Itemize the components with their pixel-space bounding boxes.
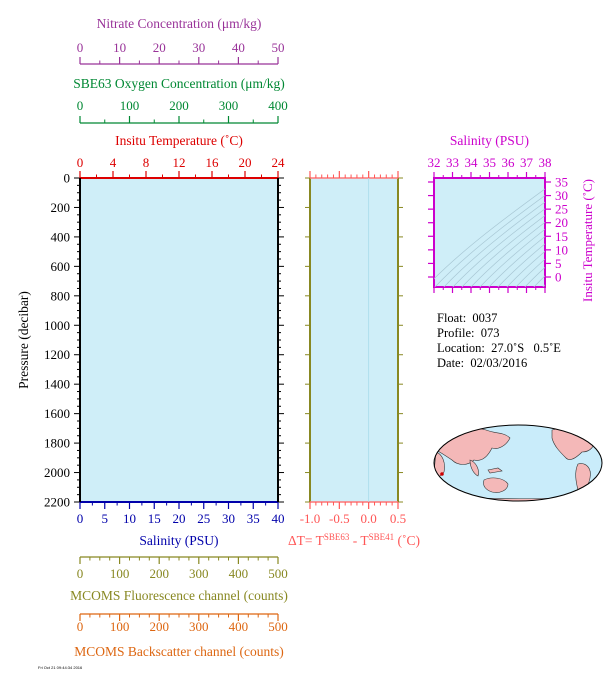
salinity-tick-label: 10	[123, 511, 136, 526]
pressure-tick-label: 2200	[44, 494, 70, 510]
pressure-tick-label: 800	[50, 288, 70, 304]
pressure-tick-label: 1400	[44, 376, 70, 392]
nitrate-tick-label: 10	[113, 40, 127, 55]
date-value: 02/03/2016	[470, 356, 528, 370]
float-info-panel	[437, 311, 561, 371]
profile-row	[437, 326, 561, 341]
temperature-axis-label: Insitu Temperature (˚C)	[115, 133, 243, 148]
deltat-label-superscript: SBE41	[368, 532, 395, 542]
ts-temperature-tick-label: 30	[555, 188, 568, 204]
salinity-axis-label: Salinity (PSU)	[139, 533, 219, 548]
temperature-tick-label: 24	[271, 155, 285, 170]
profile-label: Profile:	[437, 326, 475, 340]
ts-temperature-tick-label: 0	[555, 269, 562, 285]
fluorescence-axis-label: MCOMS Fluorescence channel (counts)	[70, 588, 288, 603]
map-landmass	[588, 425, 597, 432]
fluorescence-tick-label: 0	[76, 566, 84, 581]
salinity-tick-label: 25	[197, 511, 211, 526]
pressure-tick-label: 200	[50, 199, 70, 215]
backscatter-tick-label: 500	[268, 619, 288, 634]
nitrate-tick-label: 0	[76, 40, 84, 55]
deltat-label-part: ΔT= T	[287, 533, 324, 548]
float-label: Float:	[437, 311, 467, 325]
pressure-tick-label: 1800	[44, 435, 70, 451]
deltat-tick-label: -0.5	[329, 511, 350, 526]
salinity-tick-label: 35	[246, 511, 260, 526]
pressure-tick-label: 600	[50, 258, 70, 274]
ts-salinity-tick-label: 34	[464, 155, 478, 170]
date-row	[437, 356, 561, 371]
backscatter-tick-label: 0	[76, 619, 84, 634]
nitrate-tick-label: 30	[192, 40, 206, 55]
salinity-tick-label: 40	[271, 511, 285, 526]
oxygen-axis-label: SBE63 Oxygen Concentration (μm/kg)	[73, 76, 285, 91]
backscatter-tick-label: 400	[228, 619, 249, 634]
fluorescence-tick-label: 400	[228, 566, 249, 581]
deltat-axis-label	[288, 532, 420, 548]
salinity-tick-label: 30	[222, 511, 235, 526]
salinity-tick-label: 15	[147, 511, 161, 526]
ts-salinity-tick-label: 36	[501, 155, 515, 170]
nitrate-tick-label: 50	[271, 40, 285, 55]
fluorescence-tick-label: 500	[268, 566, 288, 581]
pressure-tick-label: 2000	[44, 465, 70, 481]
backscatter-tick-label: 100	[109, 619, 130, 634]
pressure-tick-label: 0	[63, 170, 70, 186]
salinity-tick-label: 20	[172, 511, 186, 526]
ts-salinity-tick-label: 32	[427, 155, 441, 170]
temperature-tick-label: 0	[76, 155, 84, 170]
ts-temperature-tick-label: 15	[555, 228, 568, 244]
backscatter-tick-label: 300	[189, 619, 209, 634]
temperature-tick-label: 8	[142, 155, 150, 170]
date-label: Date:	[437, 356, 465, 370]
oxygen-tick-label: 400	[268, 98, 288, 113]
float-value: 0037	[472, 311, 498, 325]
fluorescence-tick-label: 100	[109, 566, 130, 581]
pressure-tick-label: 1000	[44, 317, 70, 333]
fluorescence-tick-label: 300	[189, 566, 209, 581]
ts-salinity-axis-label: Salinity (PSU)	[449, 133, 530, 148]
ts-density-contour	[541, 168, 616, 289]
temperature-tick-label: 20	[238, 155, 252, 170]
profile-value: 073	[480, 326, 500, 340]
ts-plot-area	[434, 178, 545, 287]
ts-temperature-tick-label: 10	[555, 242, 568, 258]
deltat-label-superscript: SBE63	[323, 532, 350, 542]
footer-note: Fri Oct 21 09:44:34 2016	[38, 665, 83, 670]
deltat-label-part: (˚C)	[394, 533, 421, 548]
main-plot-area	[80, 178, 278, 502]
deltat-tick-label: -1.0	[299, 511, 321, 526]
location-label: Location:	[437, 341, 485, 355]
ts-temperature-tick-label: 25	[555, 201, 568, 217]
ts-salinity-tick-label: 37	[520, 155, 533, 170]
map-float-marker	[440, 472, 444, 476]
nitrate-axis-label: Nitrate Concentration (μm/kg)	[96, 16, 262, 31]
backscatter-axis-label: MCOMS Backscatter channel (counts)	[74, 644, 284, 659]
ts-salinity-tick-label: 38	[538, 155, 552, 170]
oxygen-tick-label: 0	[76, 98, 84, 113]
pressure-axis-label: Pressure (decibar)	[16, 291, 31, 389]
temperature-tick-label: 12	[172, 155, 186, 170]
oxygen-tick-label: 200	[169, 98, 189, 113]
pressure-tick-label: 1200	[44, 347, 70, 363]
ts-salinity-tick-label: 35	[483, 155, 496, 170]
deltat-tick-label: 0.5	[389, 511, 407, 526]
location-row	[437, 341, 561, 356]
ts-temperature-tick-label: 20	[555, 215, 568, 231]
salinity-tick-label: 5	[101, 511, 108, 526]
pressure-tick-label: 1600	[44, 406, 70, 422]
salinity-tick-label: 0	[76, 511, 84, 526]
ts-temperature-axis-label: Insitu Temperature (˚C)	[580, 178, 595, 303]
oxygen-tick-label: 100	[119, 98, 140, 113]
deltat-label-part: - T	[349, 533, 369, 548]
ts-temperature-tick-label: 35	[555, 174, 568, 190]
temperature-tick-label: 16	[205, 155, 219, 170]
ts-temperature-tick-label: 5	[555, 255, 562, 271]
temperature-tick-label: 4	[109, 155, 117, 170]
fluorescence-tick-label: 200	[149, 566, 169, 581]
deltat-plot-area	[310, 178, 398, 502]
location-value: 27.0˚S 0.5˚E	[491, 341, 561, 355]
float-row	[437, 311, 561, 326]
deltat-tick-label: 0.0	[360, 511, 377, 526]
pressure-tick-label: 400	[50, 229, 70, 245]
backscatter-tick-label: 200	[149, 619, 169, 634]
oxygen-tick-label: 300	[218, 98, 239, 113]
nitrate-tick-label: 20	[152, 40, 166, 55]
ts-salinity-tick-label: 33	[446, 155, 459, 170]
nitrate-tick-label: 40	[231, 40, 245, 55]
